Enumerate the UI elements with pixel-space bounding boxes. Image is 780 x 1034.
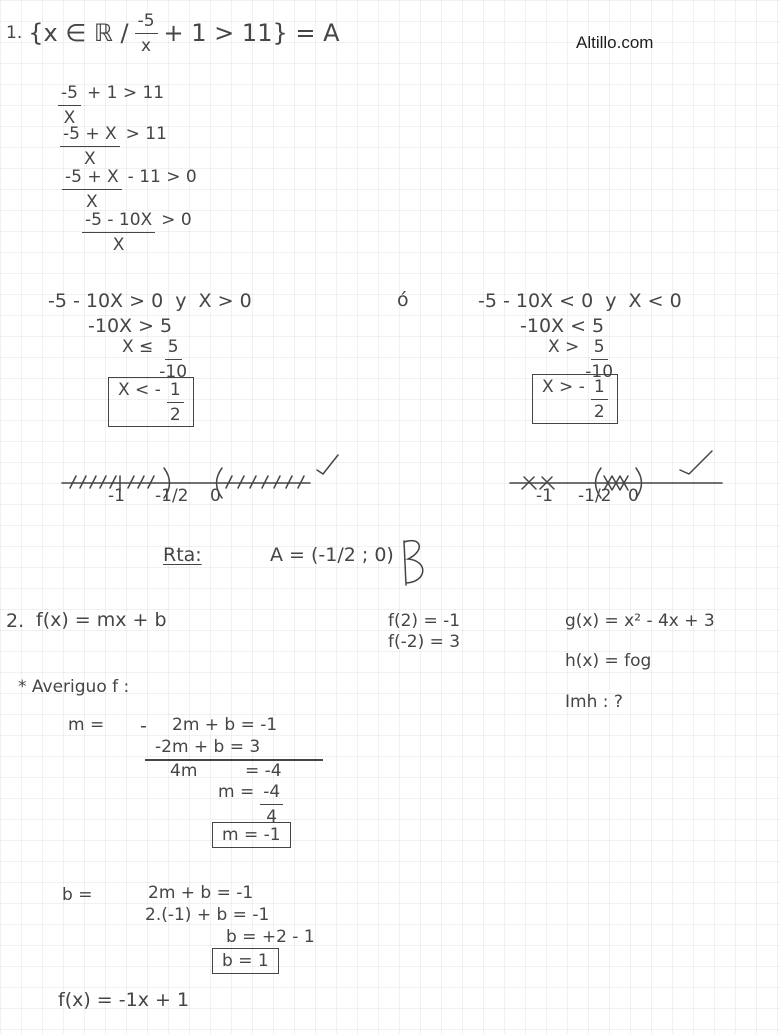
m-result-box: m = -1 [212,822,291,848]
denominator: -10 [159,361,188,382]
step-rest: > 0 [161,210,192,230]
fraction [167,381,184,424]
numerator: 5 [165,338,182,360]
fraction [591,378,608,421]
m-label: m = [68,715,105,735]
denominator: 4 [266,806,278,827]
axis-label: 0 [210,486,221,506]
step-4 [82,211,192,254]
numerator: -5 [58,84,81,106]
denominator: X [112,234,125,255]
numerator: 5 [591,338,608,360]
denominator: -10 [585,361,614,382]
numerator: -4 [260,783,283,805]
step-1 [58,84,164,127]
b-label: b = [62,885,93,905]
fraction [82,211,155,254]
answer: A = (-1/2 ; 0) [270,544,394,566]
numerator: 1 [591,378,608,400]
step-2 [60,125,167,168]
axis-label: -1/2 [155,486,189,506]
check-mark-icon [317,455,338,474]
given-value: f(2) = -1 [388,611,461,631]
g-definition: g(x) = x² - 4x + 3 [565,611,715,631]
axis-label: -1 [108,486,125,506]
grade-mark-stroke [404,541,423,585]
problem-1-statement [6,12,340,55]
case-left-condition: -5 - 10X > 0 y X > 0 [48,290,252,312]
b-solve: b = +2 - 1 [226,927,315,947]
equation: 2m + b = -1 [172,715,278,735]
watermark: Altillo.com [576,33,654,52]
case-right-step: -10X < 5 [520,315,605,337]
fraction [58,84,81,127]
function-definition: f(x) = mx + b [36,609,167,631]
fraction [159,338,187,381]
problem-number: 2. [6,610,25,632]
step-rest: - 11 > 0 [127,167,197,187]
fraction [135,12,158,55]
b-result-box: b = 1 [212,948,279,974]
fraction [60,125,120,168]
axis-label: -1/2 [578,486,612,506]
denominator: X [86,191,98,212]
denominator: 2 [593,401,605,422]
answer-label: Rta: [163,544,202,566]
section-heading: * Averiguo f : [18,677,130,697]
step-rest: + 1 > 11 [86,83,165,103]
problem-number: 1. [6,23,23,44]
solve-lhs: X ≤ [122,337,154,357]
case-left-result-box [108,377,194,427]
equation: 2m + b = -1 [148,883,254,903]
denominator: X [63,107,76,128]
or-separator: ó [397,289,409,311]
check-mark-icon [680,451,712,474]
numerator: -5 + X [60,125,120,147]
grade-mark [398,536,432,590]
sum-lhs: 4m [170,761,198,781]
case-right-condition: -5 - 10X < 0 y X < 0 [478,290,682,312]
case-left-step: -10X > 5 [88,315,173,337]
denominator: X [84,148,96,169]
step-3 [62,168,197,211]
m-solve [218,783,283,826]
numerator: 1 [167,381,184,403]
question: Imh : ? [565,692,623,712]
denominator: 2 [169,404,181,425]
set-open: {x ∈ ℝ / [28,19,129,48]
result-lhs: X > - [542,377,585,397]
numerator: -5 - 10X [82,211,155,233]
left-hatch [226,476,304,488]
denominator: x [141,35,152,56]
given-value: f(-2) = 3 [388,632,461,652]
sum-rhs: = -4 [245,761,282,781]
subtraction-operator: - [140,715,147,737]
h-definition: h(x) = fog [565,651,652,671]
solve-lhs: X > [548,337,580,357]
fraction [260,783,283,826]
fraction [62,168,122,211]
m-lhs: m = [218,782,255,802]
substitution: 2.(-1) + b = -1 [145,905,270,925]
axis-label: -1 [536,486,553,506]
set-rest: + 1 > 11} = A [163,19,340,48]
numerator: -5 + X [62,168,122,190]
case-right-result-box [532,374,618,424]
final-function: f(x) = -1x + 1 [58,989,190,1011]
step-rest: > 11 [125,124,167,144]
equation: -2m + b = 3 [155,737,261,757]
axis-label: 0 [628,486,639,506]
numerator: -5 [135,12,158,34]
case-left-solve [122,338,187,381]
result-lhs: X < - [118,380,161,400]
